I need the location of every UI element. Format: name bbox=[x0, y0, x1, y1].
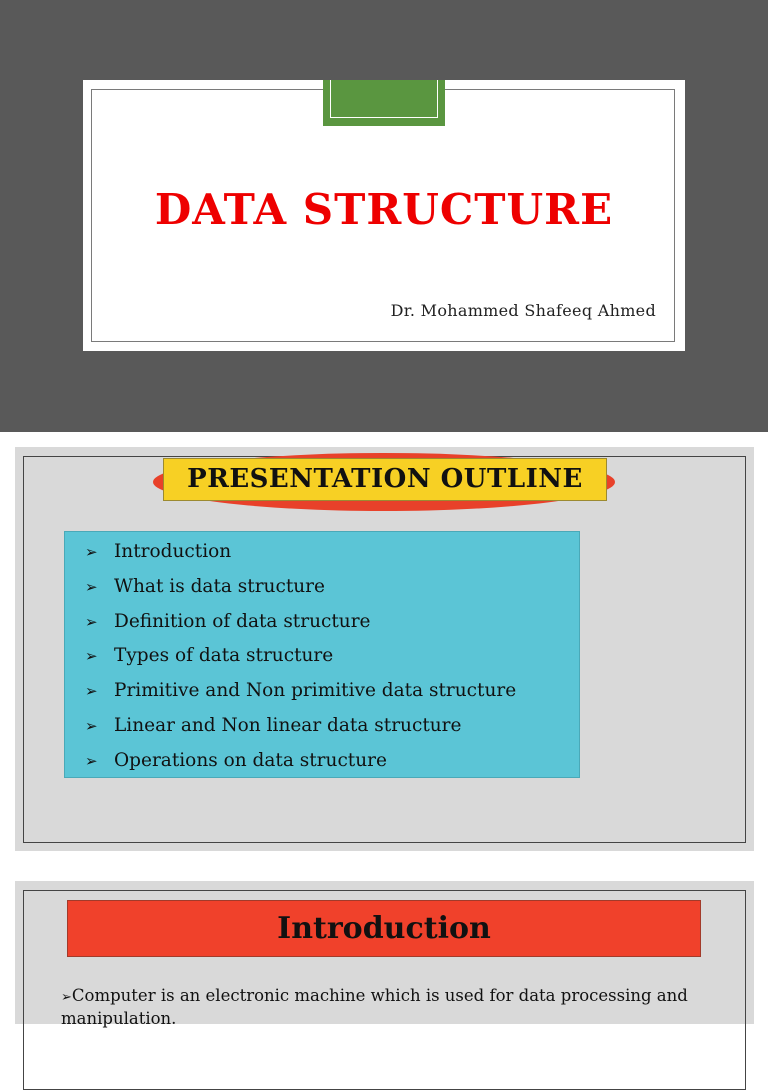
presentation-title: DATA STRUCTURE bbox=[154, 185, 614, 234]
arrowhead-bullet-icon: ➢ bbox=[85, 716, 98, 735]
introduction-paragraph: ➢Computer is an electronic machine which is used for data processing and manipulation. bbox=[61, 986, 688, 1028]
list-item: ➢ Operations on data structure bbox=[85, 744, 516, 779]
title-slide bbox=[0, 0, 768, 432]
list-item: ➢ Definition of data structure bbox=[85, 605, 516, 640]
introduction-heading: Introduction bbox=[67, 900, 701, 957]
author-name: Dr. Mohammed Shafeeq Ahmed bbox=[390, 301, 656, 320]
arrowhead-bullet-icon: ➢ bbox=[85, 647, 98, 666]
accent-tab-outline bbox=[330, 80, 438, 118]
arrowhead-bullet-icon: ➢ bbox=[61, 990, 72, 1005]
arrowhead-bullet-icon: ➢ bbox=[85, 543, 98, 561]
arrowhead-bullet-icon: ➢ bbox=[85, 751, 98, 770]
list-item: ➢ Primitive and Non primitive data structure bbox=[85, 674, 516, 709]
list-item: ➢ Linear and Non linear data structure bbox=[85, 709, 516, 744]
accent-tab bbox=[323, 80, 445, 126]
arrowhead-bullet-icon: ➢ bbox=[85, 612, 98, 631]
introduction-slide bbox=[15, 881, 754, 1028]
list-item: ➢ What is data structure bbox=[85, 570, 516, 605]
list-item: ➢ Types of data structure bbox=[85, 639, 516, 674]
outline-heading: PRESENTATION OUTLINE bbox=[163, 458, 607, 501]
outline-list-box bbox=[64, 531, 580, 778]
list-item: ➢ Introduction bbox=[85, 535, 516, 570]
outline-list bbox=[85, 535, 516, 779]
arrowhead-bullet-icon: ➢ bbox=[85, 577, 98, 596]
outline-slide bbox=[15, 447, 754, 851]
title-card bbox=[83, 80, 685, 351]
arrowhead-bullet-icon: ➢ bbox=[85, 682, 98, 701]
